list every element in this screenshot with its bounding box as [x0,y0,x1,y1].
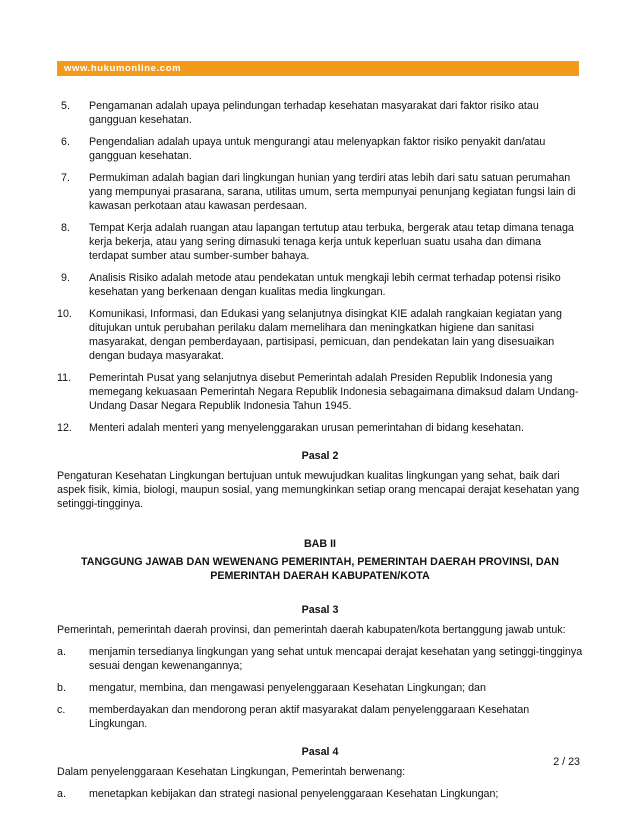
definition-item [57,371,583,413]
item-letter: a. [57,788,66,800]
item-letter: b. [57,682,66,694]
list-item [57,787,583,801]
item-number: 8. [61,222,70,234]
pasal-4-list [57,787,583,801]
item-text: Analisis Risiko adalah metode atau pendekatan untuk mengkaji lebih cermat terhadap potensi risiko kesehatan yang berkenaan dengan kualitas media lingkungan. [89,272,561,298]
site-url: www.hukumonline.com [64,63,182,74]
definition-item [57,421,583,435]
item-letter: c. [57,704,66,716]
item-number: 10. [57,308,72,320]
pasal-2-text: Pengaturan Kesehatan Lingkungan bertujuan untuk mewujudkan kualitas lingkungan yang sehat, baik dari aspek fisik, kimia, biologi, maupun sosial, yang memungkinkan setiap orang mencapai derajat kesehatan yang setinggi-tingginya. [57,470,580,510]
item-text: Permukiman adalah bagian dari lingkungan hunian yang terdiri atas lebih dari satu satuan perumahan yang mempunyai prasarana, sarana, utilitas umum, serta mempunyai penunjang kegiatan fungsi lain di kawasan perkotaan atau kawasan perdesaan. [89,172,576,212]
list-item [57,703,583,731]
definition-item [57,99,583,127]
definition-list [57,99,583,435]
pasal-4-intro: Dalam penyelenggaraan Kesehatan Lingkungan, Pemerintah berwenang: [57,766,406,778]
item-text: menetapkan kebijakan dan strategi nasional penyelenggaraan Kesehatan Lingkungan; [89,788,499,800]
pasal-4-title: Pasal 4 [301,746,339,758]
header-bar [57,61,579,76]
page-number: 2 / 23 [553,756,580,768]
definition-item [57,221,583,263]
item-number: 11. [57,372,72,384]
list-item [57,681,583,695]
definition-item [57,271,583,299]
document-body [57,99,583,809]
item-text: Menteri adalah menteri yang menyelenggarakan urusan pemerintahan di bidang kesehatan. [89,422,524,434]
item-letter: a. [57,646,66,658]
item-number: 5. [61,100,70,112]
item-text: Pengamanan adalah upaya pelindungan terhadap kesehatan masyarakat dari faktor risiko atau gangguan kesehatan. [89,100,539,126]
bab-title: TANGGUNG JAWAB DAN WEWENANG PEMERINTAH, PEMERINTAH DAERAH PROVINSI, DAN PEMERINTAH DAERAH KABUPATEN/KOTA [81,556,559,582]
definition-item [57,135,583,163]
definition-item [57,307,583,363]
item-text: Pemerintah Pusat yang selanjutnya disebut Pemerintah adalah Presiden Republik Indonesia yang memegang kekuasaan Pemerintah Negara Republik Indonesia sebagaimana dimaksud dalam Undang-Undang Dasar Negara Republik Indonesia Tahun 1945. [89,372,579,412]
item-number: 6. [61,136,70,148]
item-number: 12. [57,422,72,434]
bab-label: BAB II [303,538,337,550]
item-text: menjamin tersedianya lingkungan yang sehat untuk mencapai derajat kesehatan yang setinggi-tingginya sesuai dengan kewenangannya; [89,646,583,672]
pasal-3-title: Pasal 3 [301,604,339,616]
item-text: mengatur, membina, dan mengawasi penyelenggaraan Kesehatan Lingkungan; dan [89,682,486,694]
pasal-2-title: Pasal 2 [301,450,339,462]
item-text: memberdayakan dan mendorong peran aktif masyarakat dalam penyelenggaraan Kesehatan Lingkungan. [89,704,530,730]
pasal-3-intro: Pemerintah, pemerintah daerah provinsi, dan pemerintah daerah kabupaten/kota bertanggung jawab untuk: [57,624,566,636]
item-number: 7. [61,172,70,184]
item-text: Komunikasi, Informasi, dan Edukasi yang selanjutnya disingkat KIE adalah rangkaian kegiatan yang ditujukan untuk perubahan perilaku dalam memelihara dan meningkatkan higiene dan sanitasi masyarakat, dengan pemberdayaan, partisipasi, pemicuan, dan pendekatan lain yang disesuaikan dengan budaya masyarakat. [89,308,562,362]
item-number: 9. [61,272,70,284]
pasal-3-list [57,645,583,731]
definition-item [57,171,583,213]
item-text: Pengendalian adalah upaya untuk mengurangi atau melenyapkan faktor risiko penyakit dan/atau gangguan kesehatan. [89,136,546,162]
item-text: Tempat Kerja adalah ruangan atau lapangan tertutup atau terbuka, bergerak atau tetap dimana tenaga kerja bekerja, atau yang sering dimasuki tenaga kerja untuk keperluan suatu usaha dan dimana terdapat sumber atau sumber-sumber bahaya. [89,222,574,262]
list-item [57,645,583,673]
